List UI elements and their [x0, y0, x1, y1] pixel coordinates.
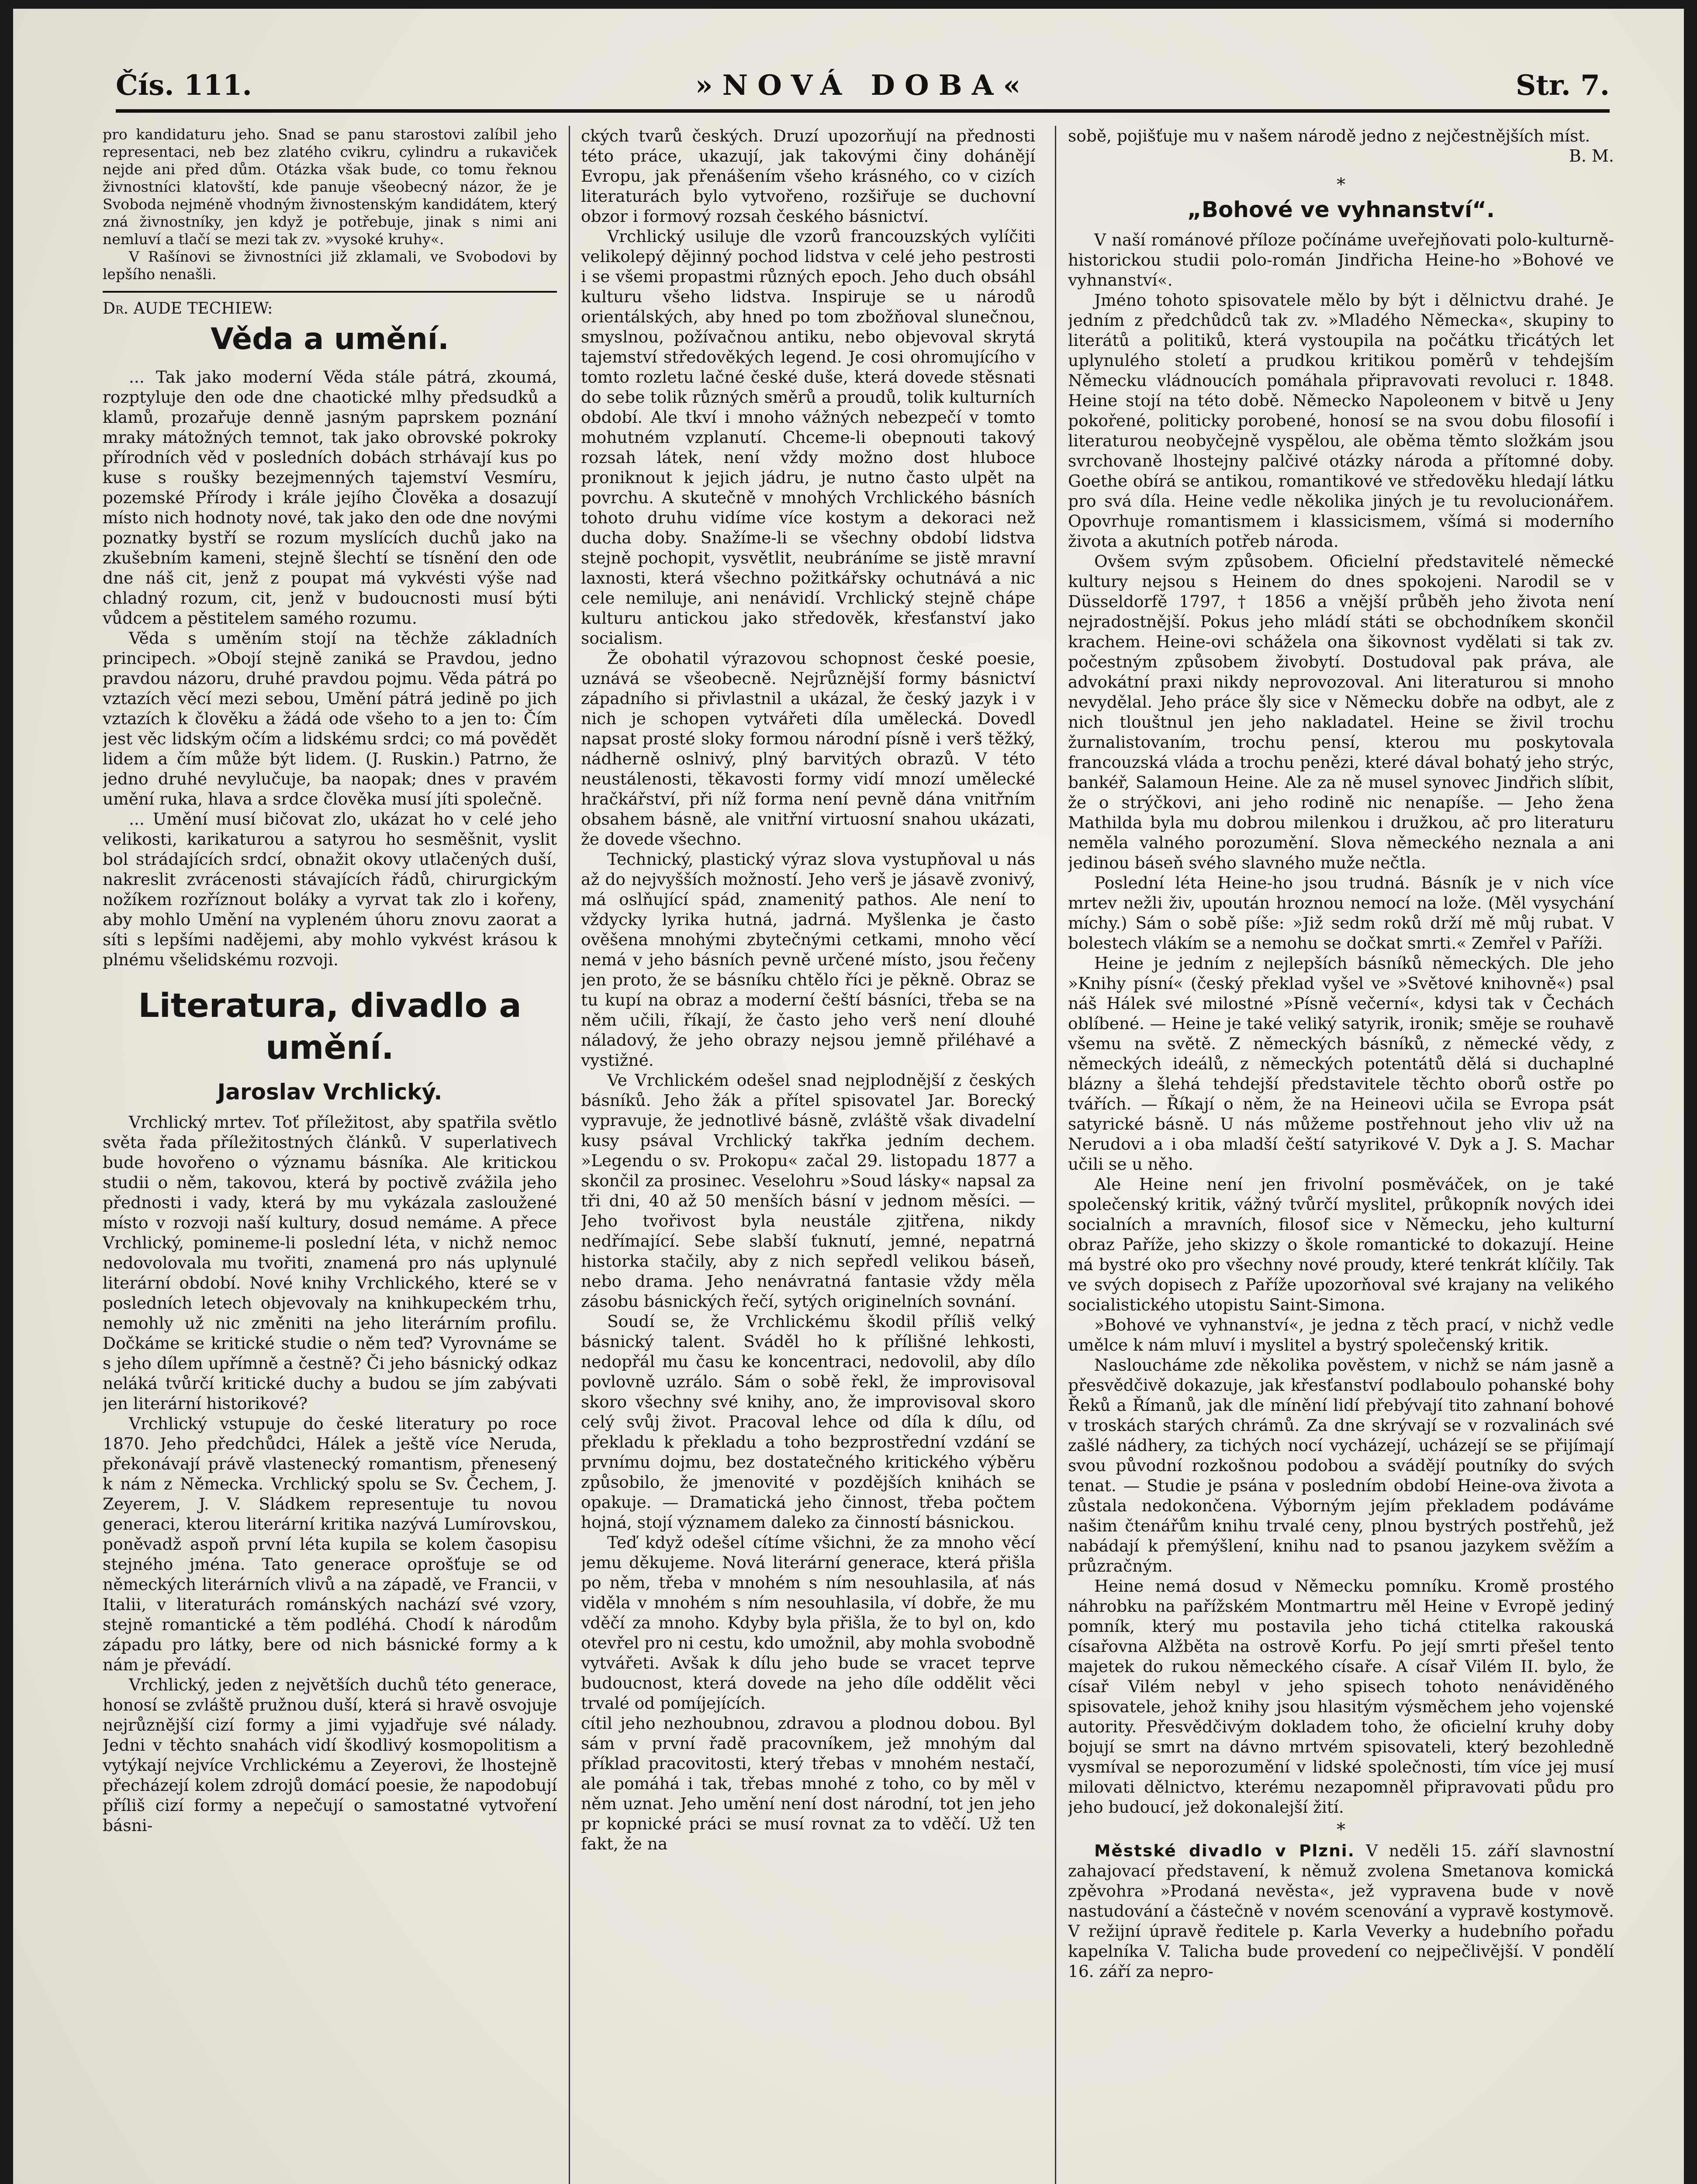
star-separator-icon: *: [1337, 175, 1345, 195]
article-signature: B. M.: [1569, 146, 1614, 166]
article-paragraph: Vrchlický, jeden z největších duchů této generace, honosí se zvláště pružnou duší, která si hravě osvojuje nejrůznější cizí formy a jimi vyjadřuje své nálady. Jedni v těchto snahách vidí škodlivý kosmopolitism a vytýkají nejvíce Vrchlickému a Zeyerovi, že lhostejně přecházejí kolem zdrojů domácí poesie, že napodobují příliš cizí formy a nepečují o samostatné vytvoření básni-: [103, 1675, 557, 1835]
column-2: [581, 126, 1035, 2184]
article-paragraph: sobě, pojišťuje mu v našem národě jedno z nejčestnějších míst.: [1068, 126, 1590, 145]
column-3: [1068, 126, 1614, 2184]
article-author: Dr. AUDE TECHIEW:: [103, 300, 273, 318]
article-paragraph: Heine je jedním z nejlepších básníků německých. Dle jeho »Knihy písní« (český překlad vyšel ve »Světové knihovně«) psal náš Hálek své milostné »Písně večerní«, kdysi tak v Čechách oblíbené. — Heine je také veliký satyrik, ironik; směje se rouhavě všemu na světě. Z německých básníků, z německé vědy, z německých ideálů, z německých potentátů dělá si duchaplné blázny a šlehá tehdejší představitele těchto oborů ostře po tvářích. — Říkají o něm, že na Heineovi učila se Evropa psát satyrické básně. U nás můžeme postřehnout jeho vliv už na Nerudovi a i oba mladší čeští satyrikové V. Dyk a J. S. Machar učili se u něho.: [1068, 954, 1614, 1174]
article-title: Jaroslav Vrchlický.: [217, 1079, 442, 1105]
article-paragraph: ... Umění musí bičovat zlo, ukázat ho v celé jeho velikosti, karikaturou a satyrou ho sesměšnit, vyslit bol strádajících srdcí, obnažit okovy utlačených duší, nakreslit zvrácenosti stávajících řádů, chirurgickým nožíkem rozříznout boláky a vyrvat tak zlo i kořeny, aby mohlo Umění na vypleném úhoru znovu zaorat a síti s lepšími nadějemi, aby mohlo vykvést krásou k plnému všelidskému rozvoji.: [103, 809, 557, 969]
article-paragraph: »Bohové ve vyhnanství«, je jedna z těch prací, v nichž vedle umělce k nám mluví i myslitel a bystrý společenský kritik.: [1068, 1315, 1614, 1355]
section-divider: [103, 291, 557, 293]
column-divider: [1055, 126, 1056, 2184]
article-paragraph: Věda s uměním stojí na těchže základních principech. »Obojí stejně zaniká se Pravdou, jedno pravdou názoru, druhé pravdou pojmu. Věda pátrá po vztazích věcí mezi sebou, Umění pátrá jedině po jich vztazích k člověku a žádá ode všeho to a jen to: Čím jest věc lidským očím a lidskému srdci; co má povědět lidem a čím může být lidem. (J. Ruskin.) Patrno, že jedno druhé nevylučuje, ba naopak; dnes v pravém umění ruka, hlava a srdce člověka musí jíti společně.: [103, 629, 557, 809]
notice-heading: Městské divadlo v Plzni.: [1094, 1841, 1355, 1860]
article-paragraph: ... Tak jako moderní Věda stále pátrá, zkoumá, rozptyluje den ode dne chaotické mlhy předsudků a klamů, prozařuje denně jasným paprskem poznání mraky mátožných temnot, tak jako obrovské pokroky přírodních věd v posledních dobách strhávají kus po kuse s roušky bezejmenných tajemství Vesmíru, pozemské Přírody i krále jejího Člověka a dosazují místo nich hodnoty nové, tak jako den ode dne novými poznatky bystří se rozum myslících duchů jako na zkušebním kameni, stejně šlechtí se tísnění den ode dne náš cit, jenž z poupat má vykvésti výše nad chladný rozum, cit, jenž v budoucnosti musí býti vůdcem a pěstitelem samého rozumu.: [103, 367, 557, 628]
article-paragraph: ckých tvarů českých. Druzí upozorňují na přednosti této práce, ukazují, jak takovými činy dohánějí Evropu, jak přenášením všeho krásného, co v cizích literaturách bylo vytvořeno, rozšiřuje se duchovní obzor i formový rozsah českého básnictví.: [581, 126, 1035, 226]
page-header: [116, 61, 1610, 113]
notice-paragraph: [1068, 1841, 1614, 1981]
article-title: „Bohové ve vyhnanství“.: [1187, 197, 1495, 222]
article-paragraph: Vrchlický usiluje dle vzorů francouzských vylíčiti velikolepý dějinný pochod lidstva v celé jeho pestrosti i se všemi propastmi různých epoch. Jeho duch obsáhl kulturu všeho lidstva. Inspiruje se u národů orientálských, aby hned po tom zbožňoval slunečnou, smyslnou, požívačnou antiku, nebo objevoval skrytá tajemství středověkých legend. Je cosi ohromujícího v tomto rozletu lačné české duše, která dovede stěsnati do sebe tolik různých směrů a proudů, tolik kulturních období. Ale tkví i mnoho vážných nebezpečí v tomto mohutném vzplanutí. Chceme-li obepnouti takový rozsah látek, není vždy možno dost hluboce proniknout k jejich jádru, je nutno často ulpět na povrchu. A skutečně v mnohých Vrchlického básních tohoto druhu vidíme více kostym a dekoraci než ducha doby. Snažíme-li se všechny období lidstva stejně pochopit, vysvětlit, neubráníme se jistě mravní laxnosti, která všechno požitkářsky ochutnává a nic cele nemiluje, ani nenávidí. Vrchlický stejně chápe kulturu antickou jako středověk, křesťanství jako socialism.: [581, 227, 1035, 648]
star-separator-icon: *: [1337, 1820, 1345, 1840]
column-1: [103, 126, 557, 2184]
page-number: Str. 7.: [1516, 69, 1610, 102]
column-divider: [569, 126, 570, 2184]
issue-number: Čís. 111.: [116, 69, 252, 102]
newspaper-title: »NOVÁ DOBA«: [695, 69, 1030, 102]
newspaper-page: [13, 9, 1684, 2184]
article-paragraph: Soudí se, že Vrchlickému škodil příliš velký básnický talent. Sváděl ho k přílišné lehkosti, nedopřál mu času ke koncentraci, nedovolil, aby dílo povlovně uzrálo. Sám o sobě řekl, že improvisoval skoro všechny své knihy, ano, že improvisoval skoro celý svůj život. Pracoval lehce od díla k dílu, od překladu k překladu a toho bezprostřední vzdání se prvnímu dojmu, bez dostatečného kritického výběru způsobilo, že jmenovité v pozdějších knihách se opakuje. — Dramatická jeho činnost, třeba počtem hojná, stojí významem daleko za činností básnickou.: [581, 1312, 1035, 1532]
article-paragraph: Nasloucháme zde několika pověstem, v nichž se nám jasně a přesvědčivě dokazuje, jak křesťanství podlaboulo pohanské bohy Řeků a Římanů, jak dle mínění lidí přebývají tito zahnaní bohové v troskách starých chrámů. Za dne skrývají se v rozvalinách své zašlé nádhery, za tichých nocí vycházejí, ucházejí se se přijímají svou původní rozkošnou podobou a svádějí poutníky do svých tenat. — Studie je psána v posledním období Heine-ova života a zůstala nedokončena. Výborným jejím překladem podáváme našim čtenářům knihu trvalé ceny, plnou bystrých postřehů, jež nabádají k přemýšlení, knihu nad to psanou jazykem svěžím a průzračným.: [1068, 1355, 1614, 1576]
article-title: Věda a umění.: [211, 322, 449, 356]
article-paragraph: Technický, plastický výraz slova vystupňoval u nás až do nejvyšších možností. Jeho verš je jásavě zvonivý, má oslňující spád, znamenitý pathos. Ale není to vždycky lyrika hutná, jadrná. Myšlenka je často ověšena mnohými zbytečnými cetkami, mnoho věcí nemá v jeho básních pevně určené místo, jsou řečeny jen proto, že se básníku chtělo říci je pěkně. Obraz se tu kupí na obraz a moderní čeští básníci, třeba se na něm učili, říkají, že často jeho verš není dlouhé náladový, že jeho obrazy nejsou jemně přiléhavé a vystižné.: [581, 850, 1035, 1070]
article-paragraph: Teď když odešel cítíme všichni, že za mnoho věcí jemu děkujeme. Nová literární generace, která přišla po něm, třeba v mnohém s ním nesouhlasila, ať nás viděla v mnohém s ním nesouhlasila, ví dobře, že mu vděčí za mnoho. Kdyby byla přišla, že to byl on, kdo otevřel pro ni cestu, kdo umožnil, aby mohla svobodně vytvářeti. Avšak k dílu jeho bude se vracet teprve budoucnost, která dovede na jeho díle oddělit věci trvalé od pomíjejících.: [581, 1533, 1035, 1713]
article-paragraph: Ovšem svým způsobem. Oficielní představitelé německé kultury nejsou s Heinem do dnes spokojeni. Narodil se v Düsseldorfě 1797, † 1856 a vnější průběh jeho života není nejradostnější. Pokus jeho mládí státi se obchodníkem skončil krachem. Heine-ovi schážela ona šikovnost vydělati si tak zv. počestným způsobem živobytí. Dostudoval pak práva, ale advokátní praxi nikdy neprovozoval. Ani literaturou si mnoho nevydělal. Jeho práce šly sice v Německu dobře na odbyt, ale z nich tlouštnul jen jeho nakladatel. Heine se živil trochu žurnalistovaním, trochu pensí, kterou mu poskytovala francouzská vláda a trochu penězi, které dával bohatý jeho strýc, bankéř, Salamoun Heine. Ale za ně musel synovec Jindřich slíbit, že o strýčkovi, ani jeho rodině nic nenapíše. — Jeho žena Mathilda byla mu dobrou milenkou i družkou, ač pro literaturu neměla valného porozumění. Slova německého neznala a ani jedinou báseň svého slavného muže nečtla.: [1068, 552, 1614, 872]
article-paragraph: Jméno tohoto spisovatele mělo by být i dělnictvu drahé. Je jedním z předchůdců tak zv. »Mladého Německa«, skupiny to literátů a politiků, která vystoupila na počátku třicátých let uplynulého století a prudkou kritikou poměrů v tehdejším Německu vládnoucích pomáhala připravovati revoluci r. 1848. Heine stojí na této době. Německo Napoleonem v bitvě u Jeny pokořené, politicky porobené, honosí se na svou dobu filosofií i literaturou neobyčejně vyspělou, ale oběma těmto složkám jsou svrchovaně lhostejny palčivé otázky národa a přítomné doby. Goethe obírá se antikou, romantikové ve středověku hledají látku pro svá díla. Heine vedle několika jiných je tu revolucionářem. Opovrhuje romantismem i klassicismem, všímá si moderního života a akutních potřeb národa.: [1068, 290, 1614, 551]
article-paragraph: V naší románové příloze počínáme uveřejňovati polo-kulturně-historickou studii polo-román Jindřicha Heine-ho »Bohové ve vyhnanství«.: [1068, 230, 1614, 290]
article-paragraph: Heine nemá dosud v Německu pomníku. Kromě prostého náhrobku na pařížském Montmartru měl Heine v Evropě jediný pomník, který mu postavila jeho tichá ctitelka rakouská císařovna Alžběta na ostrově Korfu. Po její smrti přešel tento majetek do rukou německého císaře. A císař Vilém II. bylo, že císař Vilém nebyl v jeho spisech tohoto nenáviděného spisovatele, jehož knihy jsou hlasitým výsměchem jeho vojenské autority. Přesvědčivým dokladem toho, že oficielní kruhy doby bojují se smrt na dávno mrtvém spisovateli, který bezohledně vysmíval se neporozumění v lidské společnosti, tím více jej musí milovati dělnictvo, kterému nezapomněl připravovati půdu pro jeho budoucí, jež dokonalejší žití.: [1068, 1576, 1614, 1817]
article-paragraph: V Rašínovi se živnostníci již zklamali, ve Svobodovi by lepšího nenašli.: [103, 248, 557, 283]
article-paragraph: cítil jeho nezhoubnou, zdravou a plodnou dobou. Byl sám v první řadě pracovníkem, jež mnohým dal příklad pracovitosti, který třebas v mnohém nestačí, ale pomáhá i tak, třebas mnohé z toho, co by měl v něm uznat. Jeho umění není dost národní, tot jen jeho pr kopnické práci se musí rovnat za to vděčí. Už ten fakt, že na: [581, 1714, 1035, 1853]
article-paragraph: Ale Heine není jen frivolní posměváček, on je také společenský kritik, vážný tvůrčí myslitel, průkopník nových idei socialních a mravních, filosof sice v Německu, jeho kulturní obraz Paříže, jeho skizzy o škole romantické to dokazují. Heine má bystré oko pro všechny nové proudy, které tenkrát klíčily. Tak ve svých dopisech z Paříže upozorňoval své krajany na velikého socialistického utopistu Saint-Simona.: [1068, 1175, 1614, 1314]
article-paragraph: Že obohatil výrazovou schopnost české poesie, uznává se všeobecně. Nejrůznější formy básnictví západního si přivlastnil a ukázal, že český jazyk i v nich je schopen vytvářeti díla umělecká. Dovedl napsat prosté sloky formou národní písně i verš těžký, nádherně oslnivý, plný barvitých obrazů. V této neustálenosti, těkavosti formy vidí mnozí umělecké hračkářství, při níž forma není pevně dána vnitřním obsahem básně, ale vnitřní virtuosní snahou ukázati, že dovede všechno.: [581, 649, 1035, 849]
article-paragraph: Vrchlický vstupuje do české literatury po roce 1870. Jeho předchůdci, Hálek a ještě více Neruda, překonávají právě vlastenecký romantism, přenesený k nám z Německa. Vrchlický spolu se Sv. Čechem, J. Zeyerem, J. V. Sládkem representuje tu novou generaci, kterou literární kritika nazývá Lumírovskou, poněvadž aspoň první léta kupila se kolem časopisu stejného jména. Tato generace oprošťuje se od německých literárních vlivů a na západě, ve Francii, v Italii, v literaturách románských nachází své vzory, stejně romantické a těm podléhá. Chodí k národům západu pro látky, bere od nich básnické formy a k nám je převádí.: [103, 1414, 557, 1674]
article-paragraph: pro kandidaturu jeho. Snad se panu starostovi zalíbil jeho representaci, neb bez zlatého cvikru, cylindru a rukaviček nejde ani před dům. Otázka však bude, co tomu řeknou živnostníci klatovští, kde panuje všeobecný názor, že je Svoboda nejméně vhodným živnostenským kandidátem, který zná živnostníky, jen když je potřebuje, jinak s nimi ani nemluví a tlačí se mezi tak zv. »vysoké kruhy«.: [103, 126, 557, 248]
article-paragraph: Ve Vrchlickém odešel snad nejplodnější z českých básníků. Jeho žák a přítel spisovatel Jar. Borecký vypravuje, že jednotlivé básně, zvláště však divadelní kusy psával Vrchlický takřka jedním dechem. »Legendu o sv. Prokopu« začal 29. listopadu 1877 a skončil za prosinec. Veselohru »Soud lásky« napsal za tři dni, 40 až 50 menších básní v jednom měsíci. — Jeho tvořivost byla neustále zjitřena, nikdy nedřímající. Sebe slabší ťuknutí, jemné, nepatrná historka stačily, aby z nich sepředl velikou báseň, nebo drama. Jeho nenávratná fantasie vždy měla zásobu básnických řečí, sytých originelních sovnání.: [581, 1071, 1035, 1311]
notice-text: V neděli 15. září slavnostní zahajovací představení, k němuž zvolena Smetanova komická zpěvohra »Prodaná nevěsta«, jež vypravena bude v nově nastudování a částečně v novém scenování a vypravě kostymově. V režijní úpravě ředitele p. Karla Veverky a hudebního pořadu kapelníka V. Talicha bude provedení co nejpečlivější. V pondělí 16. září za nepro-: [1068, 1841, 1614, 1981]
article-paragraph: Poslední léta Heine-ho jsou trudná. Básník je v nich více mrtev nežli živ, upoután hroznou nemocí na lože. (Měl vysychání míchy.) Sám o sobě píše: »Již sedm roků drží mě můj rubat. V bolestech vlákím se a nemohu se dočkat smrti.« Zemřel v Paříži.: [1068, 873, 1614, 953]
article-paragraph: Vrchlický mrtev. Toť příležitost, aby spatřila světlo světa řada příležitostných článků. V superlativech bude hovořeno o významu básníka. Ale kritickou studii o něm, takovou, která by poctivě zvážila jeho přednosti i vady, která by mu vykázala zasloužené místo v rozvoji naší kultury, dosud nemáme. A přece Vrchlický, pomineme-li poslední léta, v nichž nemoc nedovolovala mu tvořiti, znamená pro nás uplynulé literární období. Nové knihy Vrchlického, které se v posledních letech objevovaly na knihkupeckém trhu, nemohly už nic změniti na jeho literárním profilu. Dočkáme se kritické studie o něm teď? Vyrovnáme se s jeho dílem upřímně a čestně? Či jeho básnický odkaz neláká tvůrčí kritické duchy a budou se jím zabývati jen literární historikové?: [103, 1113, 557, 1413]
section-heading: Literatura, divadlo a umění.: [138, 986, 522, 1067]
